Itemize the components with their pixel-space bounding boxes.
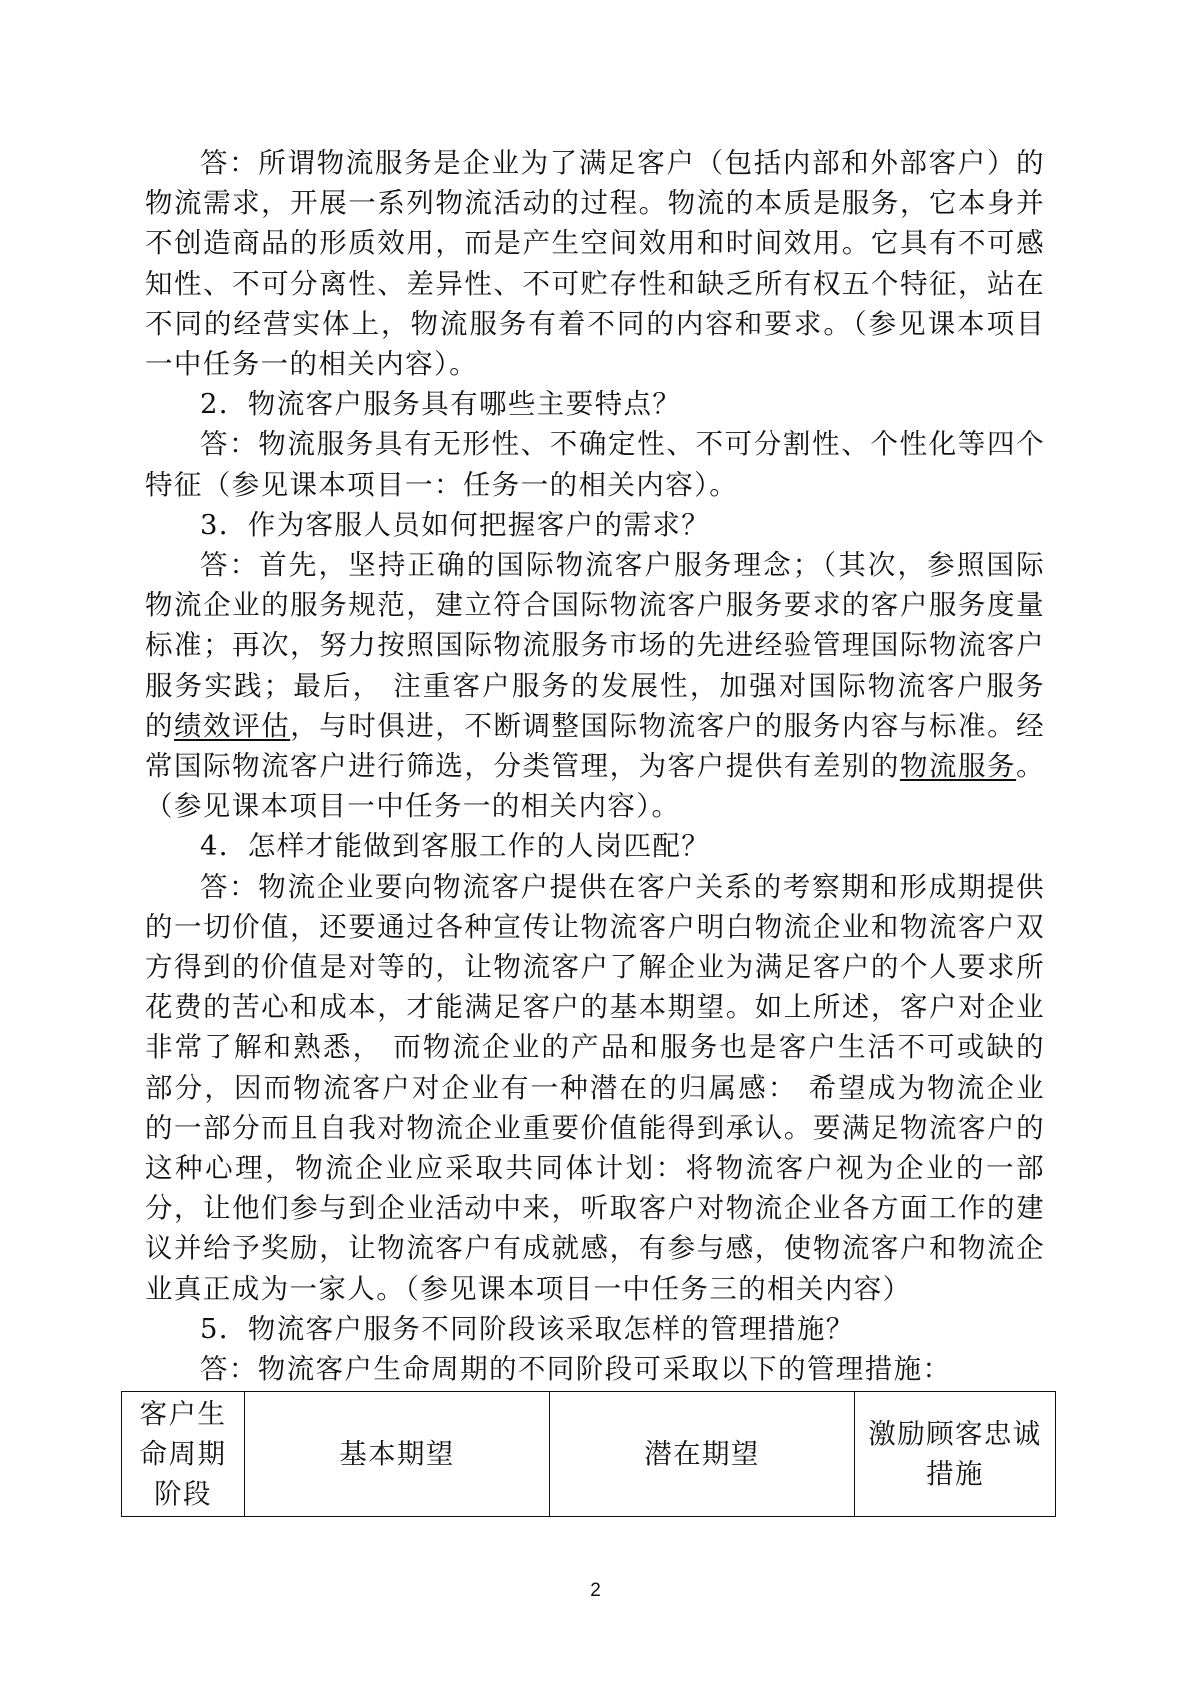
question-paragraph	[145, 505, 1045, 545]
management-measures-table	[121, 1391, 1056, 1517]
paragraph-text: ，与时俱进，不断调整国际物流客户的服务内容与标准。经常国际物流客户进行筛选，分类管理，为客户提供有差别的	[145, 709, 1045, 783]
table-header-row	[122, 1392, 1056, 1517]
paragraph-text: 答：物流客户生命周期的不同阶段可采取以下的管理措施：	[200, 1353, 952, 1386]
answer-paragraph	[145, 867, 1045, 1309]
table-header-cell: 基本期望	[245, 1392, 550, 1517]
underlined-term: 物流服务	[899, 750, 1017, 783]
underlined-term: 绩效评估	[174, 709, 291, 742]
question-paragraph	[145, 384, 1045, 424]
question-paragraph	[145, 826, 1045, 866]
page-number: 2	[590, 1580, 601, 1601]
answer-paragraph	[145, 143, 1045, 384]
paragraph-text: 答：首先，坚持正确的国际物流客户服务理念；（其次，参照国际物流企业的服务规范，建立符合国际物流客户服务要求的客户服务度量标准；再次，努力按照国际物流服务市场的先进经验管理国际物流客户服务实践；最后， 注重客户服务的发展性，加强对国际物流客户服务的	[145, 549, 1045, 742]
answer-paragraph	[145, 1349, 1045, 1389]
paragraph-text: 2．物流客户服务具有哪些主要特点？	[200, 388, 682, 421]
table-header-cell: 激励顾客忠诚措施	[855, 1392, 1056, 1517]
question-paragraph	[145, 1309, 1045, 1349]
paragraph-text: 答：物流企业要向物流客户提供在客户关系的考察期和形成期提供的一切价值，还要通过各种宣传让物流客户明白物流企业和物流客户双方得到的价值是对等的，让物流客户了解企业为满足客户的个人要求所花费的苦心和成本，才能满足客户的基本期望。如上所述，客户对企业非常了解和熟悉， 而物流企业的产品和服务也是客户生活不可或缺的部分，因而物流客户对企业有一种潜在的归属感： 希望成为物流企业的一部分而且自我对物流企业重要价值能得到承认。要满足物流客户的这种心理，物流企业应采取共同体计划：将物流客户视为企业的一部分，让他们参与到企业活动中来，听取客户对物流企业各方面工作的建议并给予奖励，让物流客户有成就感，有参与感，使物流客户和物流企业真正成为一家人。（参见课本项目一中任务三的相关内容）	[145, 870, 1045, 1305]
answer-paragraph	[145, 545, 1045, 826]
answer-paragraph	[145, 424, 1045, 504]
paragraph-text: 3．作为客服人员如何把握客户的需求？	[200, 508, 711, 541]
paragraph-text: 答：所谓物流服务是企业为了满足客户（包括内部和外部客户）的物流需求，开展一系列物流活动的过程。物流的本质是服务，它本身并不创造商品的形质效用，而是产生空间效用和时间效用。它具有不可感知性、不可分离性、差异性、不可贮存性和缺乏所有权五个特征，站在不同的经营实体上，物流服务有着不同的内容和要求。（参见课本项目一中任务一的相关内容）。	[145, 147, 1045, 381]
table-header-cell: 客户生命周期阶段	[122, 1392, 245, 1517]
paragraph-text: 。（参见课本项目一中任务一的相关内容）。	[145, 750, 1045, 823]
paragraph-text: 答：物流服务具有无形性、不确定性、不可分割性、个性化等四个特征（参见课本项目一：任务一的相关内容）。	[145, 428, 1045, 501]
paragraph-text: 5．物流客户服务不同阶段该采取怎样的管理措施？	[200, 1312, 855, 1345]
document-body	[145, 143, 1045, 1389]
paragraph-text: 4．怎样才能做到客服工作的人岗匹配？	[200, 830, 711, 863]
table-header-cell: 潜在期望	[550, 1392, 855, 1517]
